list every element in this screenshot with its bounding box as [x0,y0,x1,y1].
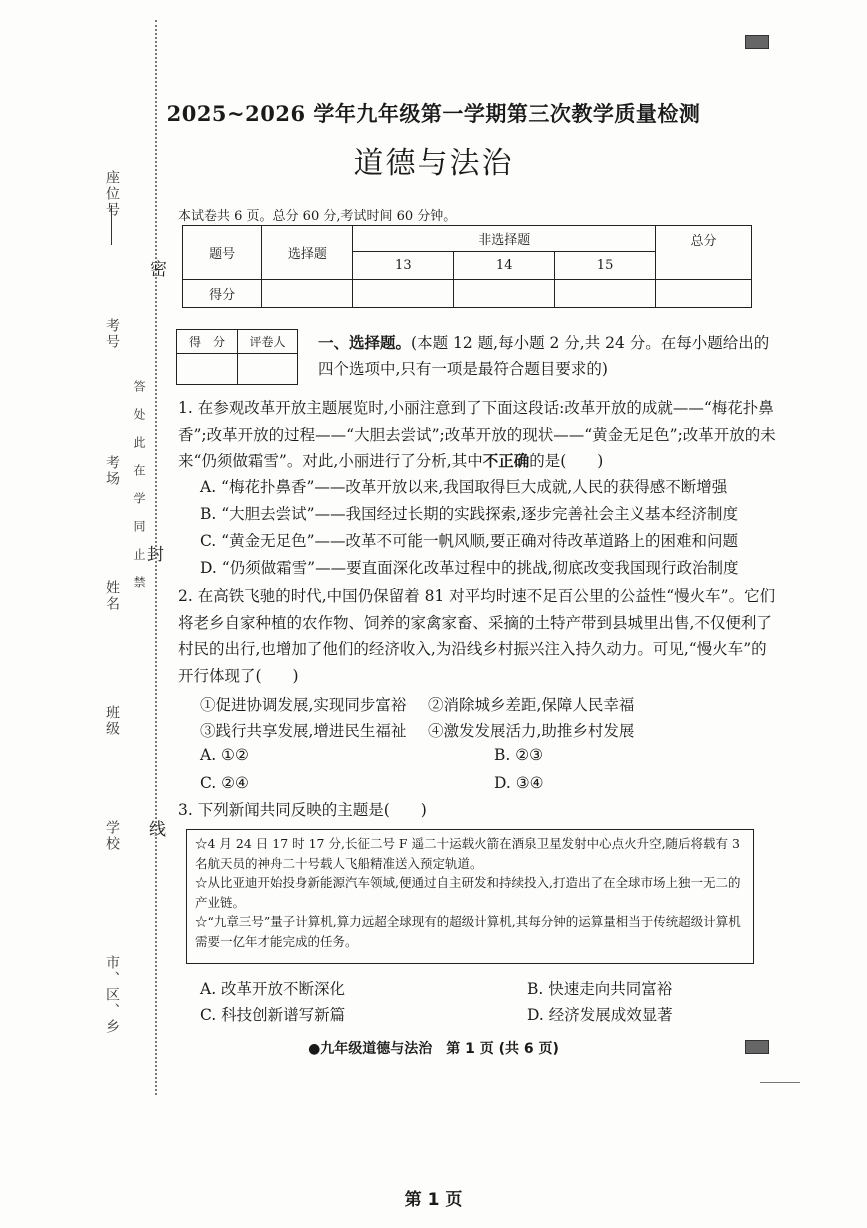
header-non-choice: 非选择题 [353,226,656,252]
header-total: 总分 [656,226,752,280]
q2-option-b[interactable]: B. ②③ [494,746,544,764]
q3-option-d[interactable]: D. 经济发展成效显著 [527,1006,673,1024]
exam-intro: 本试卷共 6 页。总分 60 分,考试时间 60 分钟。 [178,209,457,224]
grader-score-header: 得 分 [177,330,238,354]
row-label-score: 得分 [183,280,262,308]
no-answer-notice [131,380,148,604]
seal-char-feng: 封 [147,545,164,565]
q3-news-item: ☆“九章三号”量子计算机,算力远超全球现有的超级计算机,其每分钟的运算量相当于传统超级计算机需要一亿年才能完成的任务。 [195,914,741,949]
q3-news-box [186,829,754,964]
grader-table [176,329,298,385]
score-cell-total[interactable] [656,280,752,308]
section-1-title: 一、选择题。 [318,333,412,352]
scan-mark [760,1082,800,1083]
notice-char: 处 [132,408,146,436]
district-label: 市、区、乡 [104,955,120,1035]
seal-char-xian: 线 [149,820,166,840]
q1-option-d[interactable]: D. “仍须做霜雪”——要直面深化改革过程中的挑战,彻底改变我国现行政治制度 [200,559,739,577]
page-number: 第 1 页 [404,1190,463,1210]
exam-title: 2025~2026 学年九年级第一学期第三次教学质量检测 [166,101,701,126]
notice-char: 禁 [132,576,146,604]
score-cell-q13[interactable] [353,280,454,308]
exam-id-label: 考号 [104,318,120,350]
q2-option-d[interactable]: D. ③④ [494,774,544,792]
grader-name-header: 评卷人 [237,330,297,354]
notice-char: 在 [132,464,146,492]
score-cell-q15[interactable] [555,280,656,308]
page-footer: ●九年级道德与法治 第 1 页 (共 6 页) [308,1041,559,1057]
grader-name-cell[interactable] [237,354,297,385]
notice-char: 答 [132,380,146,408]
header-q15: 15 [555,252,656,280]
question-1-stem [178,395,778,475]
seat-number-label: 座位号 [104,170,120,218]
q1-stem-emphasis: 不正确 [482,451,530,470]
section-1-desc: (本题 12 题,每小题 2 分,共 24 分。在每小题给出的四个选项中,只有一项是最符合题目要求的) [318,334,770,378]
q1-option-b[interactable]: B. “大胆去尝试”——我国经过长期的实践探索,逐步完善社会主义基本经济制度 [200,505,739,523]
q3-option-b[interactable]: B. 快速走向共同富裕 [527,980,673,998]
notice-char: 学 [132,492,146,520]
seat-number-line [111,205,112,245]
q2-statement-2: ②消除城乡差距,保障人民幸福 [428,696,635,714]
q3-option-c[interactable]: C. 科技创新谱写新篇 [200,1006,346,1024]
notice-char: 此 [132,436,146,464]
q2-statement-3: ③践行共享发展,增进民生福祉 [200,722,407,740]
grader-score-cell[interactable] [177,354,238,385]
notice-char: 止 [132,548,146,576]
name-label: 姓名 [104,580,120,612]
notice-char: 同 [132,520,146,548]
school-label: 学校 [104,820,120,852]
header-choice: 选择题 [262,226,353,280]
q1-option-c[interactable]: C. “黄金无足色”——改革不可能一帆风顺,要正确对待改革道路上的困难和问题 [200,532,738,550]
header-q13: 13 [353,252,454,280]
q2-option-c[interactable]: C. ②④ [200,774,249,792]
score-cell-q14[interactable] [454,280,555,308]
score-cell-choice[interactable] [262,280,353,308]
subject-title: 道德与法治 [353,146,514,181]
header-q14: 14 [454,252,555,280]
exam-room-label: 考场 [104,455,120,487]
score-table [182,225,752,308]
section-1-heading [318,330,778,382]
q2-option-a[interactable]: A. ①② [200,746,249,764]
q3-option-a[interactable]: A. 改革开放不断深化 [200,980,346,998]
q3-news-item: ☆从比亚迪开始投身新能源汽车领域,便通过自主研发和持续投入,打造出了在全球市场上独一无二的产业链。 [195,875,741,910]
q1-stem-end: 的是( ) [529,452,604,470]
header-question-number: 题号 [183,226,262,280]
q1-option-a[interactable]: A. “梅花扑鼻香”——改革开放以来,我国取得巨大成就,人民的获得感不断增强 [200,478,728,496]
question-3-stem: 3. 下列新闻共同反映的主题是( ) [178,801,427,819]
q3-news-item: ☆4 月 24 日 17 时 17 分,长征二号 F 遥二十运载火箭在酒泉卫星发射中心点火升空,随后将载有 3 名航天员的神舟二十号载人飞船精准送入预定轨道。 [195,836,740,871]
corner-registration-mark [745,35,769,49]
seal-char-mi: 密 [150,260,167,280]
question-2-stem: 2. 在高铁飞驰的时代,中国仍保留着 81 对平均时速不足百公里的公益性“慢火车”。它们将老乡自家种植的农作物、饲养的家禽家畜、采摘的土特产带到县城里出售,不仅便利了村民的出行,也增加了他们的经济收入,为沿线乡村振兴注入持久动力。可见,“慢火车”的开行体现了( ) [178,587,776,685]
q2-statement-4: ④激发发展活力,助推乡村发展 [428,722,635,740]
q1-stem-text: 1. 在参观改革开放主题展览时,小丽注意到了下面这段话:改革开放的成就——“梅花扑鼻香”;改革开放的过程——“大胆去尝试”;改革开放的现状——“黄金无足色”;改革开放的未来“仍须做霜雪”。对此,小丽进行了分析,其中 [178,399,776,470]
class-label: 班级 [104,705,120,737]
q2-statement-1: ①促进协调发展,实现同步富裕 [200,696,407,714]
